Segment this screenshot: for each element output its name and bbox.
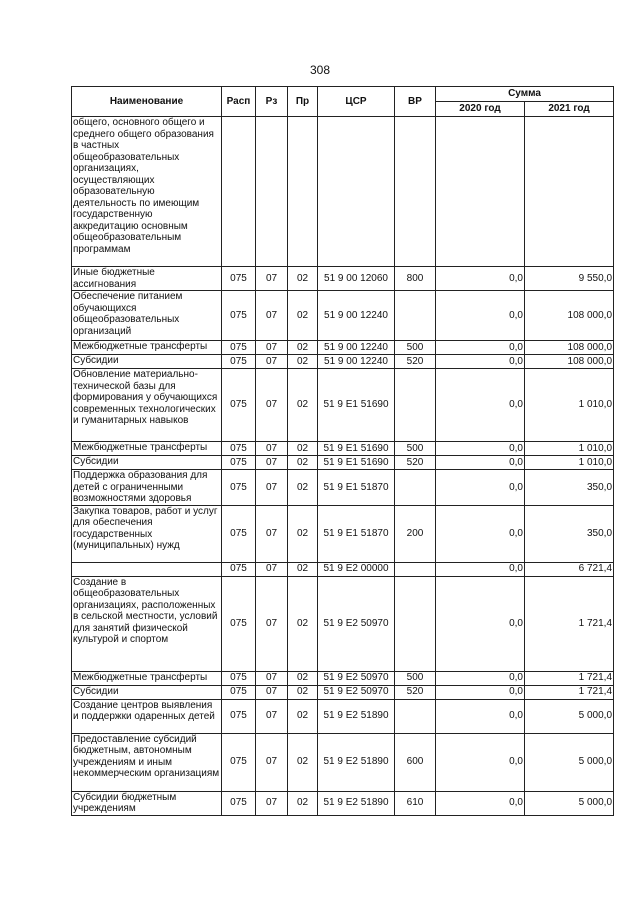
row-rasp: 075 — [222, 341, 256, 355]
row-name: Создание центров выявления и поддержки одаренных детей — [72, 699, 222, 733]
row-pr: 02 — [288, 355, 318, 369]
row-csr: 51 9 E2 50970 — [318, 685, 395, 699]
table-row — [72, 470, 614, 506]
row-csr: 51 9 00 12240 — [318, 355, 395, 369]
row-rasp: 075 — [222, 505, 256, 562]
row-rasp: 075 — [222, 470, 256, 506]
table-row — [72, 733, 614, 791]
row-csr: 51 9 E2 00000 — [318, 562, 395, 576]
row-2020: 0,0 — [436, 341, 525, 355]
table-row — [72, 505, 614, 562]
row-pr: 02 — [288, 576, 318, 671]
row-name: Межбюджетные трансферты — [72, 442, 222, 456]
row-2021: 108 000,0 — [525, 355, 614, 369]
row-rz: 07 — [256, 791, 288, 815]
row-name: Межбюджетные трансферты — [72, 671, 222, 685]
row-rasp: 075 — [222, 576, 256, 671]
row-name: Предоставление субсидий бюджетным, автономным учреждениям и иным некоммерческим организациям — [72, 733, 222, 791]
row-csr: 51 9 00 12240 — [318, 291, 395, 341]
row-rz — [256, 117, 288, 267]
row-csr: 51 9 E1 51690 — [318, 442, 395, 456]
row-2020: 0,0 — [436, 355, 525, 369]
row-2020: 0,0 — [436, 576, 525, 671]
row-rz: 07 — [256, 442, 288, 456]
row-vr: 200 — [395, 505, 436, 562]
table-row — [72, 685, 614, 699]
table-row — [72, 699, 614, 733]
row-2020: 0,0 — [436, 505, 525, 562]
row-csr: 51 9 E1 51690 — [318, 456, 395, 470]
row-name: Поддержка образования для детей с ограниченными возможностями здоровья — [72, 470, 222, 506]
header-rasp: Расп — [222, 87, 256, 117]
table-row — [72, 341, 614, 355]
row-pr: 02 — [288, 456, 318, 470]
row-2021: 108 000,0 — [525, 341, 614, 355]
header-2020: 2020 год — [436, 102, 525, 117]
row-pr: 02 — [288, 699, 318, 733]
row-pr: 02 — [288, 470, 318, 506]
row-vr — [395, 369, 436, 442]
row-name: Субсидии — [72, 456, 222, 470]
row-2020: 0,0 — [436, 291, 525, 341]
row-name: общего, основного общего и среднего общего образования в частных общеобразовательных организациях, осуществляющих образовательную деятельность по имеющим государственную аккредитацию основным общеобразовательным программам — [72, 117, 222, 267]
table-row — [72, 562, 614, 576]
row-name: Закупка товаров, работ и услуг для обеспечения государственных (муниципальных) нужд — [72, 505, 222, 562]
row-2020: 0,0 — [436, 267, 525, 291]
row-rz: 07 — [256, 505, 288, 562]
row-csr — [318, 117, 395, 267]
table-row — [72, 671, 614, 685]
table-row — [72, 291, 614, 341]
row-pr: 02 — [288, 733, 318, 791]
row-vr: 610 — [395, 791, 436, 815]
row-pr: 02 — [288, 562, 318, 576]
row-csr: 51 9 E1 51870 — [318, 470, 395, 506]
row-name — [72, 562, 222, 576]
row-name: Субсидии — [72, 355, 222, 369]
header-vr: ВР — [395, 87, 436, 117]
row-vr: 500 — [395, 671, 436, 685]
row-csr: 51 9 E2 51890 — [318, 699, 395, 733]
row-rz: 07 — [256, 699, 288, 733]
row-2021: 1 721,4 — [525, 671, 614, 685]
row-2021: 1 010,0 — [525, 442, 614, 456]
row-pr: 02 — [288, 442, 318, 456]
row-rasp: 075 — [222, 456, 256, 470]
row-2021: 5 000,0 — [525, 791, 614, 815]
row-rasp: 075 — [222, 442, 256, 456]
row-2020 — [436, 117, 525, 267]
row-rz: 07 — [256, 341, 288, 355]
row-csr: 51 9 E1 51690 — [318, 369, 395, 442]
row-rasp: 075 — [222, 355, 256, 369]
row-name: Обновление материально-технической базы для формирования у обучающихся современных технологических и гуманитарных навыков — [72, 369, 222, 442]
row-2020: 0,0 — [436, 369, 525, 442]
row-pr: 02 — [288, 267, 318, 291]
header-rz: Рз — [256, 87, 288, 117]
row-name: Субсидии бюджетным учреждениям — [72, 791, 222, 815]
row-name: Обеспечение питанием обучающихся общеобразовательных организаций — [72, 291, 222, 341]
row-rasp: 075 — [222, 733, 256, 791]
row-2020: 0,0 — [436, 685, 525, 699]
row-2020: 0,0 — [436, 456, 525, 470]
row-csr: 51 9 E2 51890 — [318, 733, 395, 791]
row-name: Субсидии — [72, 685, 222, 699]
row-rasp: 075 — [222, 291, 256, 341]
row-csr: 51 9 E2 51890 — [318, 791, 395, 815]
row-name: Иные бюджетные ассигнования — [72, 267, 222, 291]
table-row — [72, 267, 614, 291]
row-name: Создание в общеобразовательных организациях, расположенных в сельской местности, условий для занятий физической культурой и спортом — [72, 576, 222, 671]
row-pr: 02 — [288, 291, 318, 341]
row-rasp: 075 — [222, 791, 256, 815]
row-vr — [395, 699, 436, 733]
row-2020: 0,0 — [436, 442, 525, 456]
row-2020: 0,0 — [436, 671, 525, 685]
row-2020: 0,0 — [436, 699, 525, 733]
header-sum: Сумма — [436, 87, 614, 102]
row-vr: 520 — [395, 685, 436, 699]
row-vr: 500 — [395, 341, 436, 355]
row-vr — [395, 562, 436, 576]
row-vr: 520 — [395, 456, 436, 470]
row-pr: 02 — [288, 671, 318, 685]
row-rz: 07 — [256, 291, 288, 341]
row-pr: 02 — [288, 341, 318, 355]
row-vr: 520 — [395, 355, 436, 369]
row-rz: 07 — [256, 685, 288, 699]
row-rz: 07 — [256, 456, 288, 470]
row-2020: 0,0 — [436, 562, 525, 576]
row-vr — [395, 291, 436, 341]
row-csr: 51 9 00 12240 — [318, 341, 395, 355]
table-row — [72, 355, 614, 369]
row-rasp: 075 — [222, 671, 256, 685]
row-2020: 0,0 — [436, 733, 525, 791]
table-row — [72, 791, 614, 815]
row-2020: 0,0 — [436, 791, 525, 815]
row-2021: 108 000,0 — [525, 291, 614, 341]
row-2021: 1 721,4 — [525, 576, 614, 671]
table-row — [72, 456, 614, 470]
row-2021: 1 010,0 — [525, 369, 614, 442]
row-rasp: 075 — [222, 699, 256, 733]
row-csr: 51 9 E2 50970 — [318, 576, 395, 671]
row-vr — [395, 470, 436, 506]
row-2021: 5 000,0 — [525, 699, 614, 733]
row-vr — [395, 117, 436, 267]
budget-table — [71, 86, 614, 816]
row-pr: 02 — [288, 791, 318, 815]
row-vr: 800 — [395, 267, 436, 291]
row-rasp — [222, 117, 256, 267]
header-2021: 2021 год — [525, 102, 614, 117]
row-name: Межбюджетные трансферты — [72, 341, 222, 355]
row-2021 — [525, 117, 614, 267]
row-2021: 1 010,0 — [525, 456, 614, 470]
header-csr: ЦСР — [318, 87, 395, 117]
row-rz: 07 — [256, 671, 288, 685]
row-csr: 51 9 E1 51870 — [318, 505, 395, 562]
row-rz: 07 — [256, 576, 288, 671]
row-csr: 51 9 E2 50970 — [318, 671, 395, 685]
row-2021: 350,0 — [525, 505, 614, 562]
page-number: 308 — [309, 63, 331, 77]
row-2021: 5 000,0 — [525, 733, 614, 791]
table-row — [72, 576, 614, 671]
row-2021: 1 721,4 — [525, 685, 614, 699]
row-pr: 02 — [288, 369, 318, 442]
row-2021: 350,0 — [525, 470, 614, 506]
header-pr: Пр — [288, 87, 318, 117]
row-pr — [288, 117, 318, 267]
table-body — [72, 117, 614, 816]
row-vr — [395, 576, 436, 671]
row-rasp: 075 — [222, 685, 256, 699]
row-pr: 02 — [288, 505, 318, 562]
row-rasp: 075 — [222, 562, 256, 576]
row-rasp: 075 — [222, 267, 256, 291]
row-2021: 6 721,4 — [525, 562, 614, 576]
row-rz: 07 — [256, 562, 288, 576]
table-row — [72, 117, 614, 267]
row-rz: 07 — [256, 355, 288, 369]
table-row — [72, 369, 614, 442]
row-rz: 07 — [256, 369, 288, 442]
row-2020: 0,0 — [436, 470, 525, 506]
row-vr: 500 — [395, 442, 436, 456]
row-2021: 9 550,0 — [525, 267, 614, 291]
row-rz: 07 — [256, 470, 288, 506]
row-vr: 600 — [395, 733, 436, 791]
row-rz: 07 — [256, 267, 288, 291]
table-row — [72, 442, 614, 456]
header-name: Наименование — [72, 87, 222, 117]
row-rasp: 075 — [222, 369, 256, 442]
row-rz: 07 — [256, 733, 288, 791]
row-csr: 51 9 00 12060 — [318, 267, 395, 291]
row-pr: 02 — [288, 685, 318, 699]
